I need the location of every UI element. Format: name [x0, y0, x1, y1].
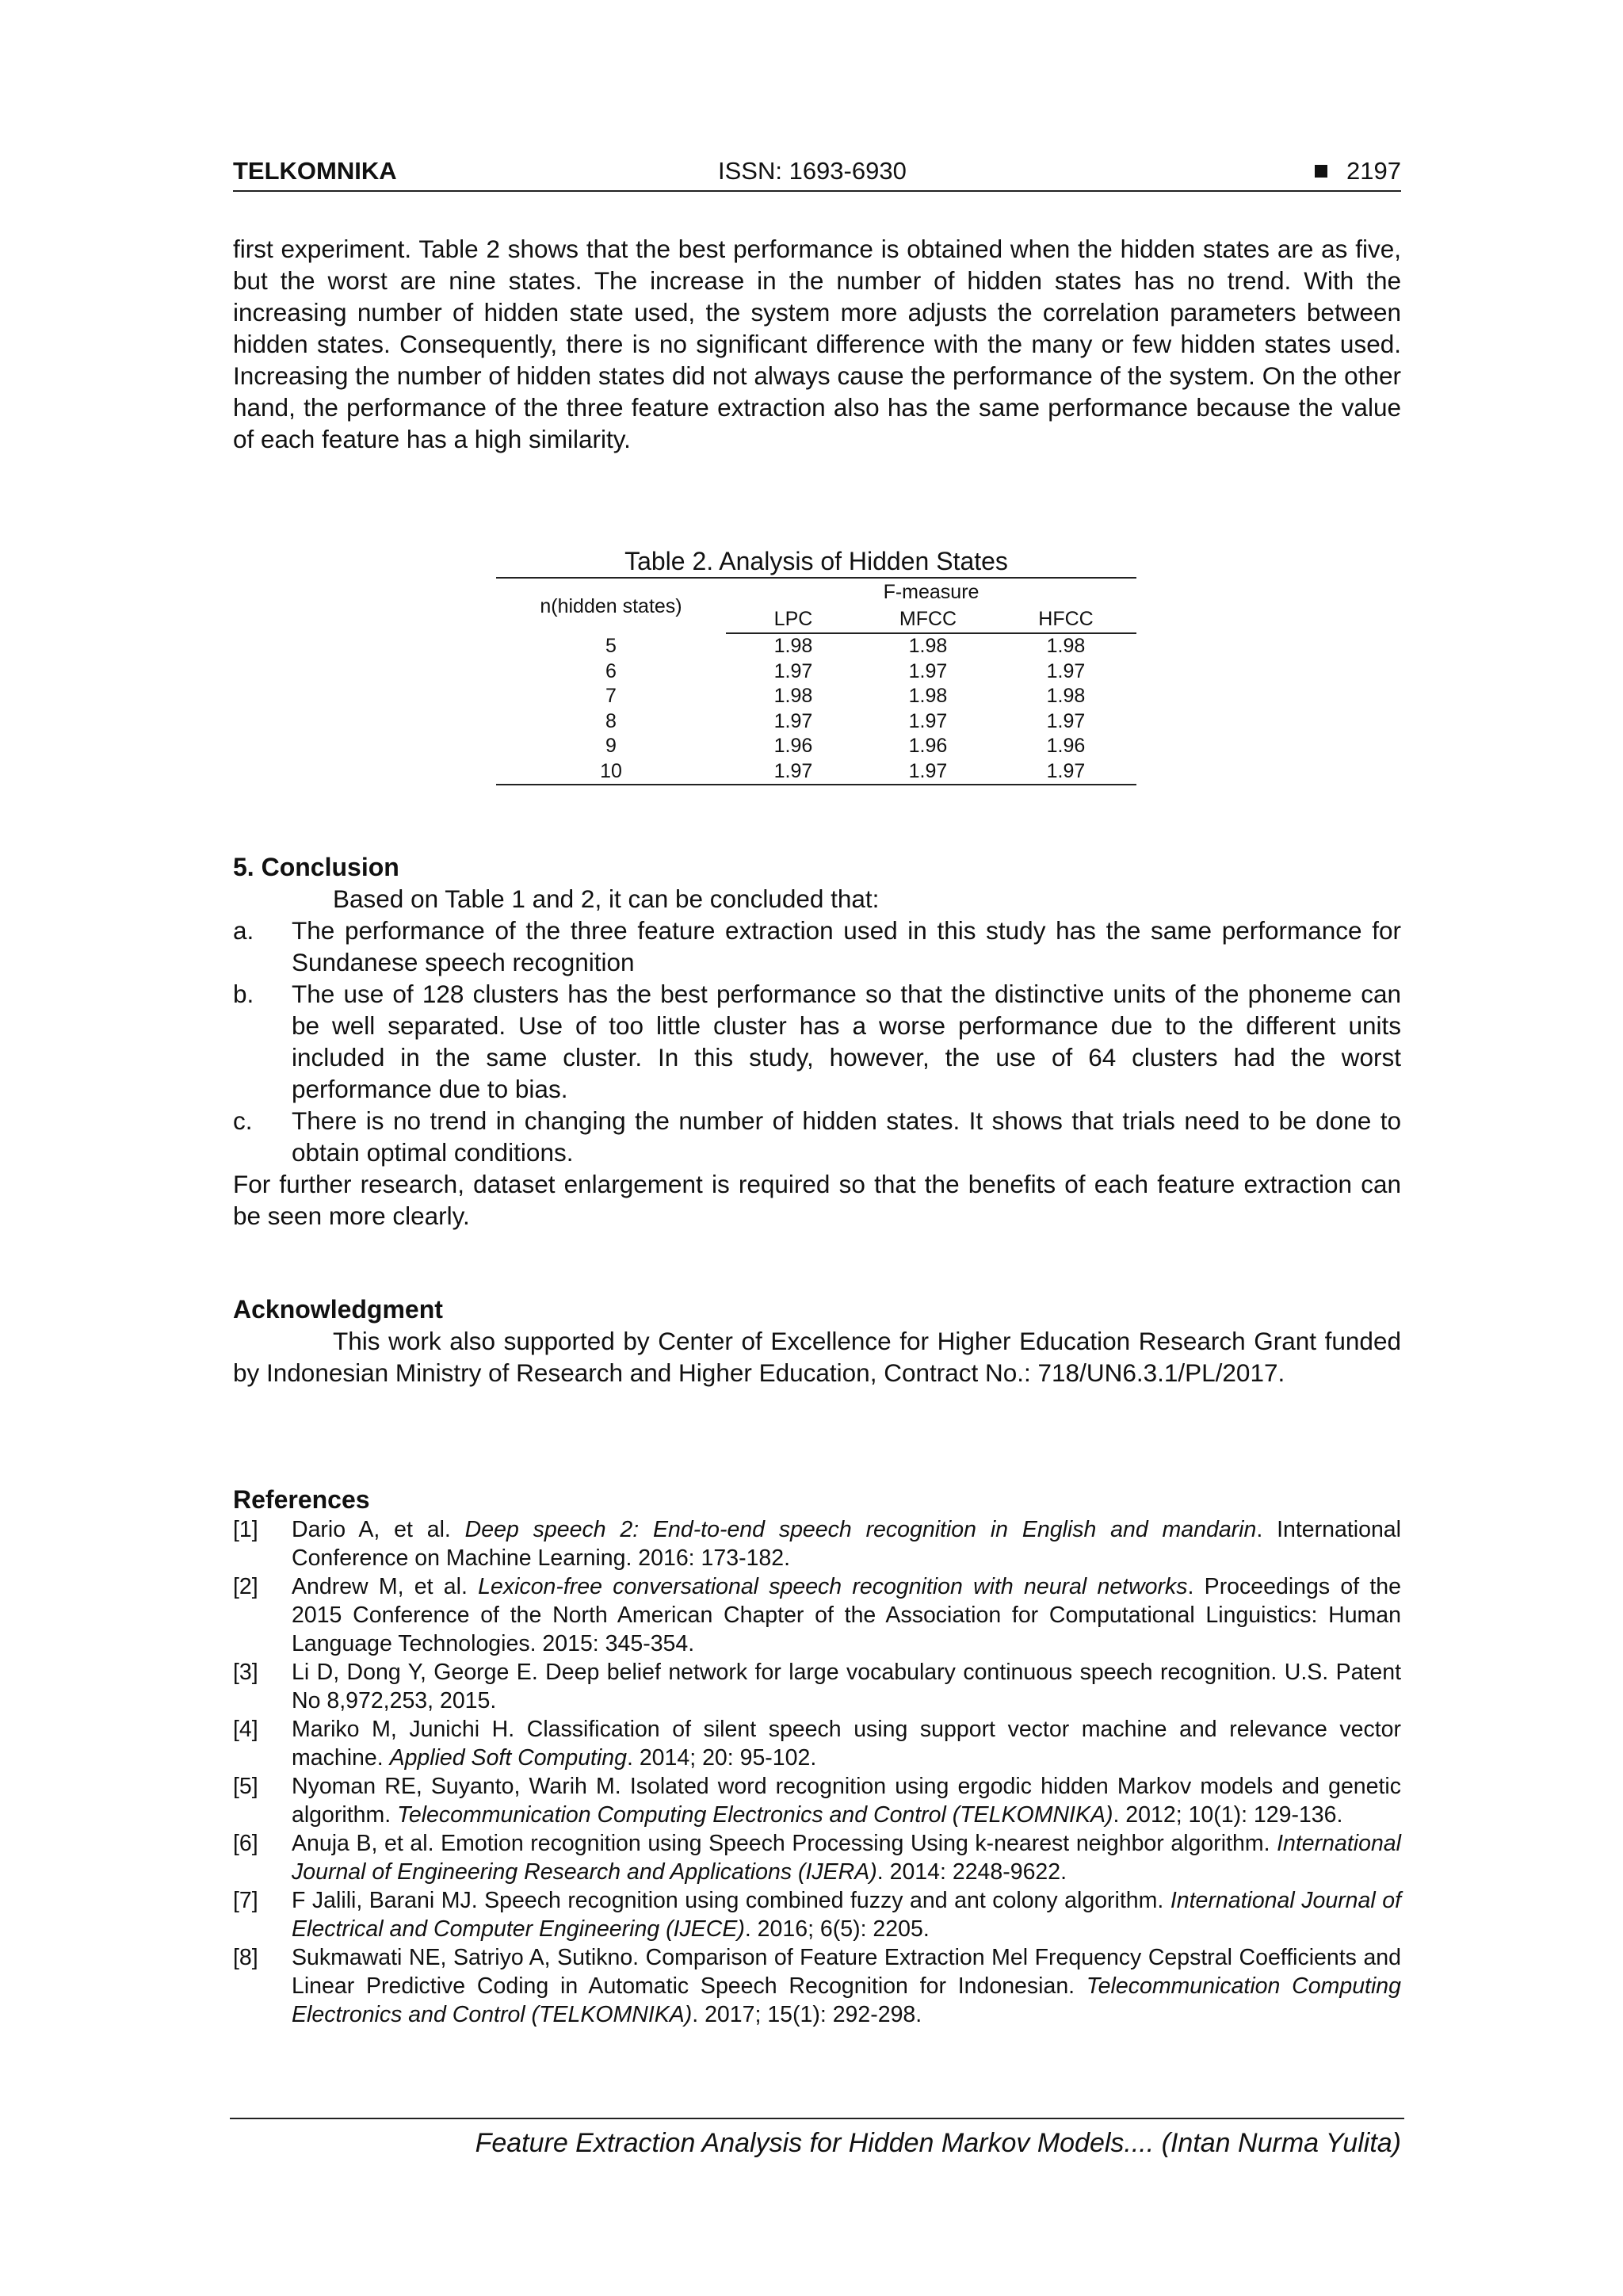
hidden-states-table	[496, 545, 1136, 785]
reference-number: [6]	[233, 1831, 258, 1856]
table-cell-lpc: 1.96	[773, 735, 813, 757]
reference-list	[233, 1515, 1401, 2029]
conclusion-section	[233, 883, 1401, 1232]
table	[496, 577, 1136, 785]
table-cell-mfcc: 1.96	[908, 735, 948, 757]
table-cell-n: 6	[605, 659, 617, 682]
table-cell-hfcc: 1.97	[1046, 659, 1086, 682]
list-item-text: There is no trend in changing the number of hidden states. It shows that trials need to be done to obtain optimal conditions.	[292, 1106, 1401, 1167]
issn: ISSN: 1693-6930	[718, 157, 907, 185]
intro-paragraph	[233, 233, 1401, 455]
reference-text: F Jalili, Barani MJ. Speech recognition using combined fuzzy and ant colony algorithm.	[292, 1888, 1170, 1913]
table-cell-hfcc: 1.98	[1046, 685, 1086, 707]
reference-text: Li D, Dong Y, George E. Deep belief network for large vocabulary continuous speech recognition. U.S. Patent No 8,972,253, 2015.	[292, 1660, 1401, 1713]
page-number: 2197	[1346, 157, 1401, 185]
list-item	[233, 978, 1401, 1105]
table-row	[496, 734, 1136, 759]
reference-source: Lexicon-free conversational speech recognition with neural networks	[478, 1574, 1188, 1599]
reference-item	[233, 1515, 1401, 1572]
page-number-group	[1315, 155, 1401, 187]
reference-number: [5]	[233, 1774, 258, 1799]
table-body	[496, 633, 1136, 785]
reference-item	[233, 1943, 1401, 2029]
row-header: n(hidden states)	[540, 594, 682, 617]
table-row	[496, 633, 1136, 659]
table-cell-n: 7	[605, 685, 617, 707]
reference-number: [2]	[233, 1574, 258, 1599]
table-cell-mfcc: 1.97	[908, 659, 948, 682]
square-bullet-icon	[1315, 165, 1327, 178]
reference-item	[233, 1772, 1401, 1829]
reference-source: Telecommunication Computing Electronics and Control (TELKOMNIKA)	[292, 1973, 1401, 2027]
table-cell-hfcc: 1.97	[1046, 759, 1086, 782]
reference-details: . 2014: 2248-9622.	[876, 1859, 1067, 1885]
table-cell-lpc: 1.97	[773, 759, 813, 782]
table-cell-hfcc: 1.98	[1046, 635, 1086, 657]
conclusion-closing: For further research, dataset enlargement is required so that the benefits of each feature extraction can be seen more clearly.	[233, 1170, 1401, 1230]
table-cell-hfcc: 1.97	[1046, 709, 1086, 732]
reference-item	[233, 1886, 1401, 1943]
reference-text: Anuja B, et al. Emotion recognition using Speech Processing Using k-nearest neighbor algorithm.	[292, 1831, 1277, 1856]
section-title-acknowledgment: Acknowledgment	[233, 1295, 443, 1324]
table-cell-lpc: 1.97	[773, 709, 813, 732]
reference-source: International Journal of Electrical and Computer Engineering (IJECE)	[292, 1888, 1401, 1942]
reference-details: . 2017; 15(1): 292-298.	[692, 2002, 922, 2027]
list-marker: a.	[233, 916, 254, 945]
reference-details: . 2016; 6(5): 2205.	[744, 1916, 930, 1942]
reference-text: Dario A, et al.	[292, 1517, 465, 1542]
table-cell-n: 5	[605, 634, 617, 657]
reference-source: International Journal of Engineering Research and Applications (IJERA)	[292, 1831, 1401, 1885]
table-row	[496, 684, 1136, 709]
reference-item	[233, 1658, 1401, 1715]
reference-text: Nyoman RE, Suyanto, Warih M. Isolated word recognition using ergodic hidden Markov models and genetic algorithm.	[292, 1774, 1401, 1828]
list-marker: b.	[233, 980, 254, 1008]
table-cell-lpc: 1.98	[773, 685, 813, 707]
table-row	[496, 659, 1136, 685]
table-cell-n: 8	[605, 709, 617, 732]
reference-source: Applied Soft Computing	[389, 1745, 627, 1771]
acknowledgment-text: This work also supported by Center of Excellence for Higher Education Research Grant funded by Indonesian Ministry of Research and Higher Education, Contract No.: 718/UN6.3.1/PL/2017.	[233, 1327, 1401, 1387]
table-cell-lpc: 1.98	[773, 635, 813, 657]
reference-item	[233, 1829, 1401, 1886]
table-row	[496, 709, 1136, 735]
table-cell-lpc: 1.97	[773, 659, 813, 682]
reference-number: [4]	[233, 1717, 258, 1742]
reference-details: . Proceedings of the 2015 Conference of the North American Chapter of the Association for Computational Linguistics: Human Language Technologies. 2015: 345-354.	[292, 1574, 1401, 1656]
intro-text: first experiment. Table 2 shows that the best performance is obtained when the hidden states are as five, but the worst are nine states. The increase in the number of hidden states has no trend. With the increasing number of hidden state used, the system more adjusts the correlation parameters between hidden states. Consequently, there is no significant difference with the many or few hidden states used. Increasing the number of hidden states did not always cause the performance of the system. On the other hand, the performance of the three feature extraction also has the same performance because the value of each feature has a high similarity.	[233, 235, 1401, 453]
section-title-references: References	[233, 1485, 370, 1514]
column-header: MFCC	[861, 606, 995, 633]
table-cell-mfcc: 1.97	[908, 759, 948, 782]
list-item	[233, 915, 1401, 978]
table-cell-hfcc: 1.96	[1046, 735, 1086, 757]
reference-item	[233, 1572, 1401, 1658]
column-header: LPC	[726, 606, 861, 633]
reference-number: [1]	[233, 1517, 258, 1542]
reference-number: [7]	[233, 1888, 258, 1913]
list-item	[233, 1105, 1401, 1168]
section-title-conclusion: 5. Conclusion	[233, 853, 399, 881]
list-marker: c.	[233, 1106, 253, 1135]
reference-text: Sukmawati NE, Satriyo A, Sutikno. Comparison of Feature Extraction Mel Frequency Cepstral Coefficients and Linear Predictive Coding in Automatic Speech Recognition for Indonesian.	[292, 1945, 1401, 1999]
reference-source: Telecommunication Computing Electronics and Control (TELKOMNIKA)	[397, 1802, 1113, 1828]
reference-text: Andrew M, et al.	[292, 1574, 479, 1599]
acknowledgment-section	[233, 1325, 1401, 1389]
column-header: HFCC	[995, 606, 1136, 633]
reference-details: . 2014; 20: 95-102.	[627, 1745, 817, 1771]
list-item-text: The use of 128 clusters has the best performance so that the distinctive units of the phoneme can be well separated. Use of too little cluster has a worse performance due to the different units included in the same cluster. In this study, however, the use of 64 clusters had the worst performance due to bias.	[292, 980, 1401, 1103]
table-cell-mfcc: 1.97	[908, 709, 948, 732]
reference-number: [8]	[233, 1945, 258, 1970]
reference-source: Deep speech 2: End-to-end speech recognition in English and mandarin	[464, 1517, 1257, 1542]
journal-name: TELKOMNIKA	[233, 157, 397, 185]
reference-item	[233, 1715, 1401, 1772]
table-caption: Table 2. Analysis of Hidden States	[624, 547, 1008, 575]
list-item-text: The performance of the three feature extraction used in this study has the same performance for Sundanese speech recognition	[292, 916, 1401, 976]
table-cell-mfcc: 1.98	[908, 685, 948, 707]
conclusion-lead: Based on Table 1 and 2, it can be concluded that:	[333, 884, 880, 913]
group-header: F-measure	[883, 581, 980, 603]
reference-text: Mariko M, Junichi H. Classification of silent speech using support vector machine and relevance vector machine.	[292, 1717, 1401, 1771]
table-cell-n: 9	[605, 735, 617, 757]
table-row	[496, 759, 1136, 785]
footer-rule	[230, 2118, 1404, 2119]
reference-number: [3]	[233, 1660, 258, 1685]
table-cell-mfcc: 1.98	[908, 635, 948, 657]
running-header	[233, 155, 1401, 192]
reference-details: . International Conference on Machine Learning. 2016: 173-182.	[292, 1517, 1401, 1571]
reference-details: . 2012; 10(1): 129-136.	[1113, 1802, 1343, 1828]
table-cell-n: 10	[600, 759, 622, 782]
running-footer: Feature Extraction Analysis for Hidden Markov Models.... (Intan Nurma Yulita)	[475, 2128, 1401, 2158]
